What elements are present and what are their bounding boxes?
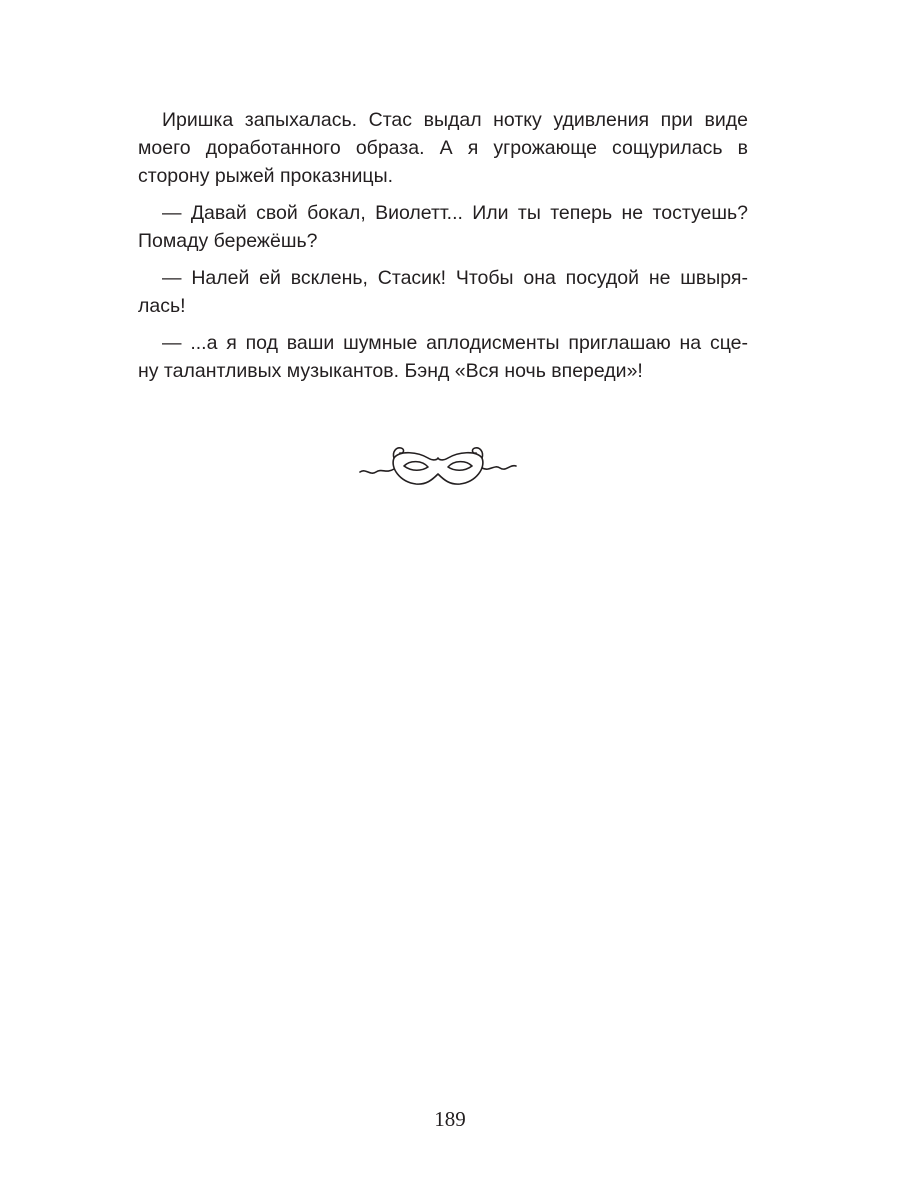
text-line: Иришка запыхалась. Стас выдал нотку удивления при виде: [162, 109, 748, 131]
paragraph-2: [138, 199, 748, 255]
text-line: Помаду бережёшь?: [138, 230, 318, 252]
paragraph-1: [138, 106, 748, 190]
paragraph-4: [138, 329, 748, 385]
text-line: — Налей ей всклень, Стасик! Чтобы она посудой не швыря-: [162, 267, 748, 289]
paragraph-3: [138, 264, 748, 320]
text-line: лась!: [138, 295, 186, 317]
masquerade-mask-icon: [358, 438, 518, 492]
text-line: ну талантливых музыкантов. Бэнд «Вся ночь впереди»!: [138, 360, 643, 382]
text-line: — Давай свой бокал, Виолетт... Или ты теперь не тостуешь?: [162, 202, 748, 224]
body-text: [138, 106, 748, 394]
text-line: — ...а я под ваши шумные аплодисменты приглашаю на сце-: [162, 332, 748, 354]
text-line: сторону рыжей проказницы.: [138, 165, 394, 187]
page-number: 189: [434, 1107, 466, 1131]
text-line: моего доработанного образа. А я угрожающе сощурилась в: [138, 137, 748, 159]
